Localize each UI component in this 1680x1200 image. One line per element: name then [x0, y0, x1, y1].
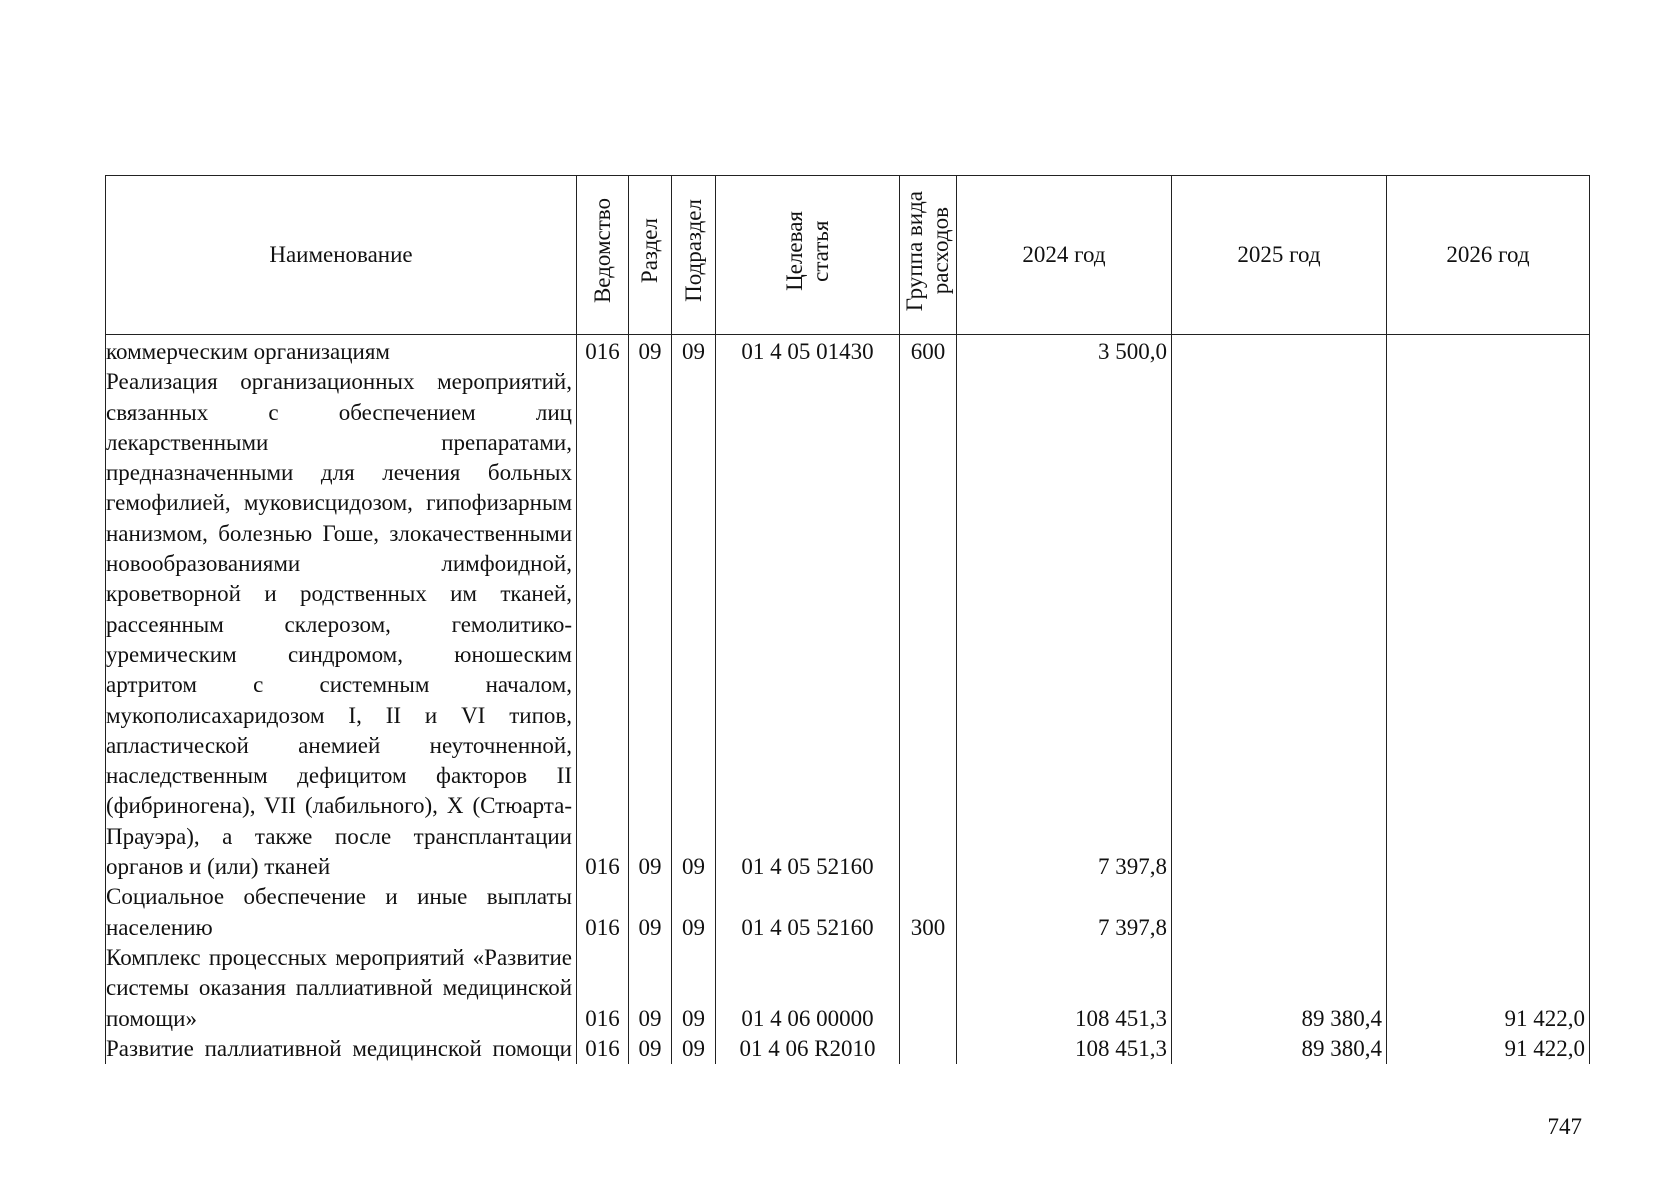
row-vedomstvo: 016	[577, 335, 629, 368]
row-2025	[1172, 882, 1387, 943]
header-podrazdel-label: Подраздел	[680, 199, 706, 303]
row-gruppa: 300	[900, 882, 957, 943]
header-tselevaya-line2: статья	[807, 220, 833, 282]
row-gruppa	[900, 943, 957, 1034]
row-name: Социальное обеспечение и иные выплаты населению	[106, 882, 577, 943]
row-2026	[1387, 335, 1590, 368]
header-2025: 2025 год	[1172, 176, 1387, 335]
row-name: Реализация организационных мероприятий, связанных с обеспечением лиц лекарственными препаратами, предназначенными для лечения больных гемофилией, муковисцидозом, гипофизарным нанизмом, болезнью Гоше, злокачественными новообразованиями лимфоидной, кроветворной и родственных им тканей, рассеянным склерозом, гемолитико-уремическим синдромом, юношеским артритом с системным началом, мукополисахаридозом I, II и VI типов, апластической анемией неуточненной, наследственным дефицитом факторов II (фибриногена), VII (лабильного), X (Стюарта-Прауэра), а также после трансплантации органов и (или) тканей	[106, 367, 577, 882]
row-podrazdel: 09	[672, 1034, 716, 1064]
table-row	[106, 943, 1590, 1034]
row-gruppa: 600	[900, 335, 957, 368]
row-razdel: 09	[629, 882, 672, 943]
header-2024: 2024 год	[957, 176, 1172, 335]
row-tselevaya: 01 4 05 52160	[716, 882, 900, 943]
row-podrazdel: 09	[672, 367, 716, 882]
header-gruppa-line1: Группа вида	[902, 190, 927, 311]
header-vedomstvo-label: Ведомство	[589, 198, 615, 304]
row-2025: 89 380,4	[1172, 943, 1387, 1034]
row-tselevaya: 01 4 06 00000	[716, 943, 900, 1034]
row-vedomstvo: 016	[577, 1034, 629, 1064]
row-vedomstvo: 016	[577, 882, 629, 943]
table-body	[106, 335, 1590, 1065]
row-2025	[1172, 367, 1387, 882]
header-gruppa-line2: расходов	[928, 207, 953, 295]
row-2026: 91 422,0	[1387, 1034, 1590, 1064]
row-razdel: 09	[629, 367, 672, 882]
row-podrazdel: 09	[672, 335, 716, 368]
table-header	[106, 176, 1590, 335]
row-name: Развитие паллиативной медицинской помощи	[106, 1034, 577, 1064]
row-tselevaya: 01 4 05 01430	[716, 335, 900, 368]
header-gruppa-label	[902, 191, 954, 311]
row-podrazdel: 09	[672, 943, 716, 1034]
row-name: коммерческим организациям	[106, 335, 577, 368]
header-name: Наименование	[106, 176, 577, 335]
table-row	[106, 367, 1590, 882]
row-vedomstvo: 016	[577, 943, 629, 1034]
row-gruppa	[900, 1034, 957, 1064]
header-tselevaya	[716, 176, 900, 335]
row-2026	[1387, 882, 1590, 943]
header-gruppa	[900, 176, 957, 335]
header-tselevaya-label	[782, 211, 834, 291]
row-2024: 7 397,8	[957, 367, 1172, 882]
row-tselevaya: 01 4 05 52160	[716, 367, 900, 882]
table-row	[106, 335, 1590, 368]
page-number: 747	[1547, 1114, 1582, 1139]
row-2024: 3 500,0	[957, 335, 1172, 368]
row-name: Комплекс процессных мероприятий «Развитие системы оказания паллиативной медицинской помощи»	[106, 943, 577, 1034]
header-tselevaya-line1: Целевая	[781, 210, 807, 291]
header-razdel	[629, 176, 672, 335]
row-2024: 7 397,8	[957, 882, 1172, 943]
row-2026	[1387, 367, 1590, 882]
row-2025	[1172, 335, 1387, 368]
header-row	[106, 176, 1590, 335]
table-row	[106, 882, 1590, 943]
budget-table	[105, 175, 1590, 1064]
row-2024: 108 451,3	[957, 1034, 1172, 1064]
header-podrazdel	[672, 176, 716, 335]
row-vedomstvo: 016	[577, 367, 629, 882]
row-2024: 108 451,3	[957, 943, 1172, 1034]
row-tselevaya: 01 4 06 R2010	[716, 1034, 900, 1064]
header-2026: 2026 год	[1387, 176, 1590, 335]
row-razdel: 09	[629, 335, 672, 368]
header-razdel-label: Раздел	[637, 218, 662, 284]
header-vedomstvo	[577, 176, 629, 335]
row-2025: 89 380,4	[1172, 1034, 1387, 1064]
row-razdel: 09	[629, 943, 672, 1034]
table-row	[106, 1034, 1590, 1064]
row-gruppa	[900, 367, 957, 882]
row-2026: 91 422,0	[1387, 943, 1590, 1034]
row-podrazdel: 09	[672, 882, 716, 943]
row-razdel: 09	[629, 1034, 672, 1064]
